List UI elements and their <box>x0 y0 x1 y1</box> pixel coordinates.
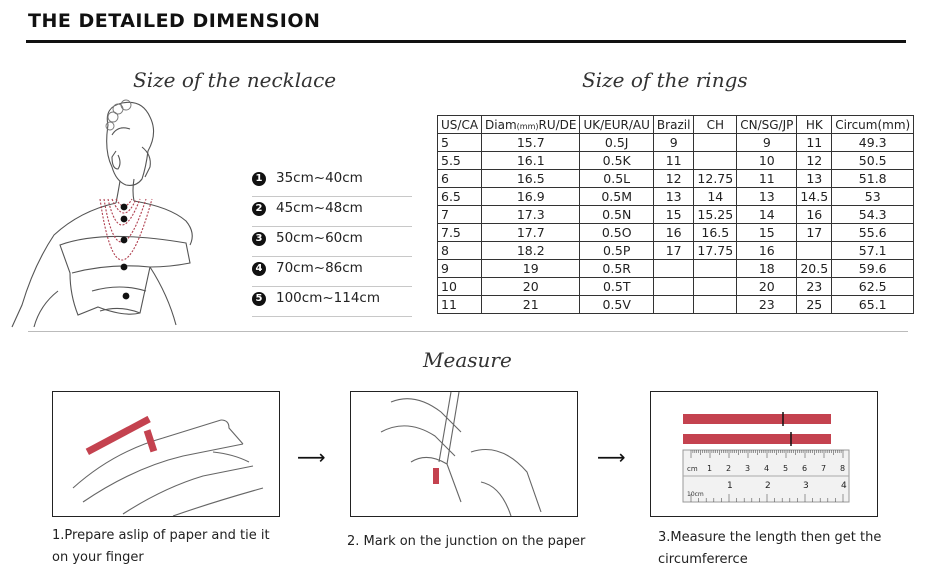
table-cell: 23 <box>737 296 797 314</box>
table-cell: 9 <box>438 260 482 278</box>
section-title: THE DETAILED DIMENSION <box>28 10 321 32</box>
table-cell: 0.5O <box>580 224 653 242</box>
step-2-illustration <box>350 391 578 517</box>
table-cell: 13 <box>797 170 832 188</box>
necklace-size-legend <box>252 167 412 317</box>
header-divider <box>26 40 906 43</box>
size-number-badge: 2 <box>252 202 266 216</box>
step-3-illustration <box>650 391 878 517</box>
necklace-title: Size of the necklace <box>133 68 337 92</box>
table-cell: 20 <box>482 278 580 296</box>
table-cell: 9 <box>737 134 797 152</box>
table-row <box>438 242 914 260</box>
table-cell: 8 <box>438 242 482 260</box>
table-cell <box>653 296 694 314</box>
necklace-model-illustration <box>0 95 240 330</box>
step-1-caption: 1.Prepare aslip of paper and tie it on your finger <box>52 528 270 565</box>
necklace-length: 100cm~114cm <box>276 290 380 306</box>
paper-strip <box>683 434 831 444</box>
table-cell: 10 <box>737 152 797 170</box>
necklace-size-row <box>252 257 412 287</box>
table-cell: 20.5 <box>797 260 832 278</box>
table-cell: 54.3 <box>832 206 914 224</box>
ruler-tick-label: 3 <box>745 464 751 473</box>
table-cell: 19 <box>482 260 580 278</box>
hand-marking-image <box>351 392 577 516</box>
next-step-arrow: ⟶ <box>297 445 326 469</box>
table-cell: 12.75 <box>694 170 737 188</box>
table-cell: 0.5K <box>580 152 653 170</box>
table-cell: 20 <box>737 278 797 296</box>
table-row <box>438 278 914 296</box>
table-cell: 16 <box>653 224 694 242</box>
step-1-illustration <box>52 391 280 517</box>
size-number-badge: 4 <box>252 262 266 276</box>
table-cell: 9 <box>653 134 694 152</box>
col-ch: CH <box>694 116 737 134</box>
table-row <box>438 170 914 188</box>
necklace-length: 70cm~86cm <box>276 260 363 276</box>
table-cell: 16 <box>737 242 797 260</box>
step-3-caption: 3.Measure the length then get the circumfererce <box>658 530 882 567</box>
ruler-tick-label: 6 <box>802 464 808 473</box>
necklace-size-row <box>252 227 412 257</box>
table-cell <box>694 260 737 278</box>
size-number-badge: 3 <box>252 232 266 246</box>
step-2-caption: 2. Mark on the junction on the paper <box>347 534 586 549</box>
ruler-tick-label: 4 <box>841 481 847 491</box>
ruler-tick-label: 2 <box>765 481 771 491</box>
necklace-length: 50cm~60cm <box>276 230 363 246</box>
table-cell: 55.6 <box>832 224 914 242</box>
section-divider <box>28 331 908 332</box>
ruler-unit-label: 10cm <box>687 491 704 498</box>
table-cell: 5 <box>438 134 482 152</box>
table-cell: 7.5 <box>438 224 482 242</box>
table-cell: 16.9 <box>482 188 580 206</box>
table-row <box>438 152 914 170</box>
measure-title: Measure <box>423 348 512 372</box>
table-cell: 13 <box>653 188 694 206</box>
ring-size-table <box>437 115 914 314</box>
table-cell: 62.5 <box>832 278 914 296</box>
ruler-tick-label: 1 <box>707 464 713 473</box>
table-cell: 18 <box>737 260 797 278</box>
table-cell: 65.1 <box>832 296 914 314</box>
necklace-size-row <box>252 167 412 197</box>
table-cell <box>653 278 694 296</box>
ruler-unit-label: cm <box>687 465 698 473</box>
table-cell: 59.6 <box>832 260 914 278</box>
table-cell: 16.5 <box>482 170 580 188</box>
ruler-tick-label: 5 <box>783 464 789 473</box>
hand-paper-strip-image <box>53 392 279 516</box>
table-row <box>438 206 914 224</box>
necklace-size-row <box>252 287 412 317</box>
col-cn-sg-jp: CN/SG/JP <box>737 116 797 134</box>
table-cell: 0.5L <box>580 170 653 188</box>
necklace-size-row <box>252 197 412 227</box>
table-cell: 15 <box>737 224 797 242</box>
table-cell: 17.3 <box>482 206 580 224</box>
ruler-tick-label: 3 <box>803 481 809 491</box>
table-cell: 11 <box>438 296 482 314</box>
col-uk-eur-au: UK/EUR/AU <box>580 116 653 134</box>
ruler-tick-label: 8 <box>840 464 846 473</box>
col-diameter: Diam(mm)RU/DE <box>482 116 580 134</box>
table-cell: 16.5 <box>694 224 737 242</box>
table-cell: 6.5 <box>438 188 482 206</box>
table-cell: 5.5 <box>438 152 482 170</box>
table-header-row <box>438 116 914 134</box>
table-cell: 21 <box>482 296 580 314</box>
size-number-badge: 5 <box>252 292 266 306</box>
ruler-tick-label: 7 <box>821 464 827 473</box>
table-cell: 0.5R <box>580 260 653 278</box>
table-row <box>438 134 914 152</box>
table-cell: 17 <box>797 224 832 242</box>
table-cell: 11 <box>797 134 832 152</box>
table-cell: 0.5J <box>580 134 653 152</box>
table-cell: 51.8 <box>832 170 914 188</box>
table-cell: 12 <box>797 152 832 170</box>
table-cell: 14.5 <box>797 188 832 206</box>
table-cell: 7 <box>438 206 482 224</box>
table-cell <box>797 242 832 260</box>
table-cell: 0.5N <box>580 206 653 224</box>
rings-title: Size of the rings <box>582 68 748 92</box>
necklace-length: 45cm~48cm <box>276 200 363 216</box>
table-cell: 23 <box>797 278 832 296</box>
ruler-tick-label: 2 <box>726 464 732 473</box>
table-row <box>438 188 914 206</box>
table-cell: 12 <box>653 170 694 188</box>
table-cell <box>694 152 737 170</box>
table-cell: 10 <box>438 278 482 296</box>
paper-strip <box>683 414 831 424</box>
table-cell <box>694 296 737 314</box>
table-cell: 11 <box>653 152 694 170</box>
table-cell: 50.5 <box>832 152 914 170</box>
table-cell: 17 <box>653 242 694 260</box>
table-cell: 16.1 <box>482 152 580 170</box>
table-cell: 15 <box>653 206 694 224</box>
table-cell: 17.75 <box>694 242 737 260</box>
ruler-measure-image <box>651 392 877 516</box>
table-cell <box>653 260 694 278</box>
table-cell: 14 <box>737 206 797 224</box>
table-cell: 6 <box>438 170 482 188</box>
ruler-tick-label: 4 <box>764 464 770 473</box>
table-cell: 11 <box>737 170 797 188</box>
table-row <box>438 260 914 278</box>
table-row <box>438 296 914 314</box>
table-cell: 18.2 <box>482 242 580 260</box>
table-cell: 15.25 <box>694 206 737 224</box>
table-cell: 13 <box>737 188 797 206</box>
col-us-ca: US/CA <box>438 116 482 134</box>
table-cell: 57.1 <box>832 242 914 260</box>
table-cell: 53 <box>832 188 914 206</box>
table-cell: 0.5V <box>580 296 653 314</box>
col-circumference: Circum(mm) <box>832 116 914 134</box>
table-row <box>438 224 914 242</box>
table-cell: 15.7 <box>482 134 580 152</box>
ruler-tick-label: 1 <box>727 481 733 491</box>
next-step-arrow: ⟶ <box>597 445 626 469</box>
necklace-length: 35cm~40cm <box>276 170 363 186</box>
table-cell <box>694 278 737 296</box>
table-cell: 25 <box>797 296 832 314</box>
table-cell: 16 <box>797 206 832 224</box>
table-cell <box>694 134 737 152</box>
table-cell: 0.5P <box>580 242 653 260</box>
table-cell: 17.7 <box>482 224 580 242</box>
table-cell: 0.5M <box>580 188 653 206</box>
table-cell: 14 <box>694 188 737 206</box>
size-number-badge: 1 <box>252 172 266 186</box>
col-hk: HK <box>797 116 832 134</box>
table-cell: 0.5T <box>580 278 653 296</box>
table-cell: 49.3 <box>832 134 914 152</box>
col-brazil: Brazil <box>653 116 694 134</box>
